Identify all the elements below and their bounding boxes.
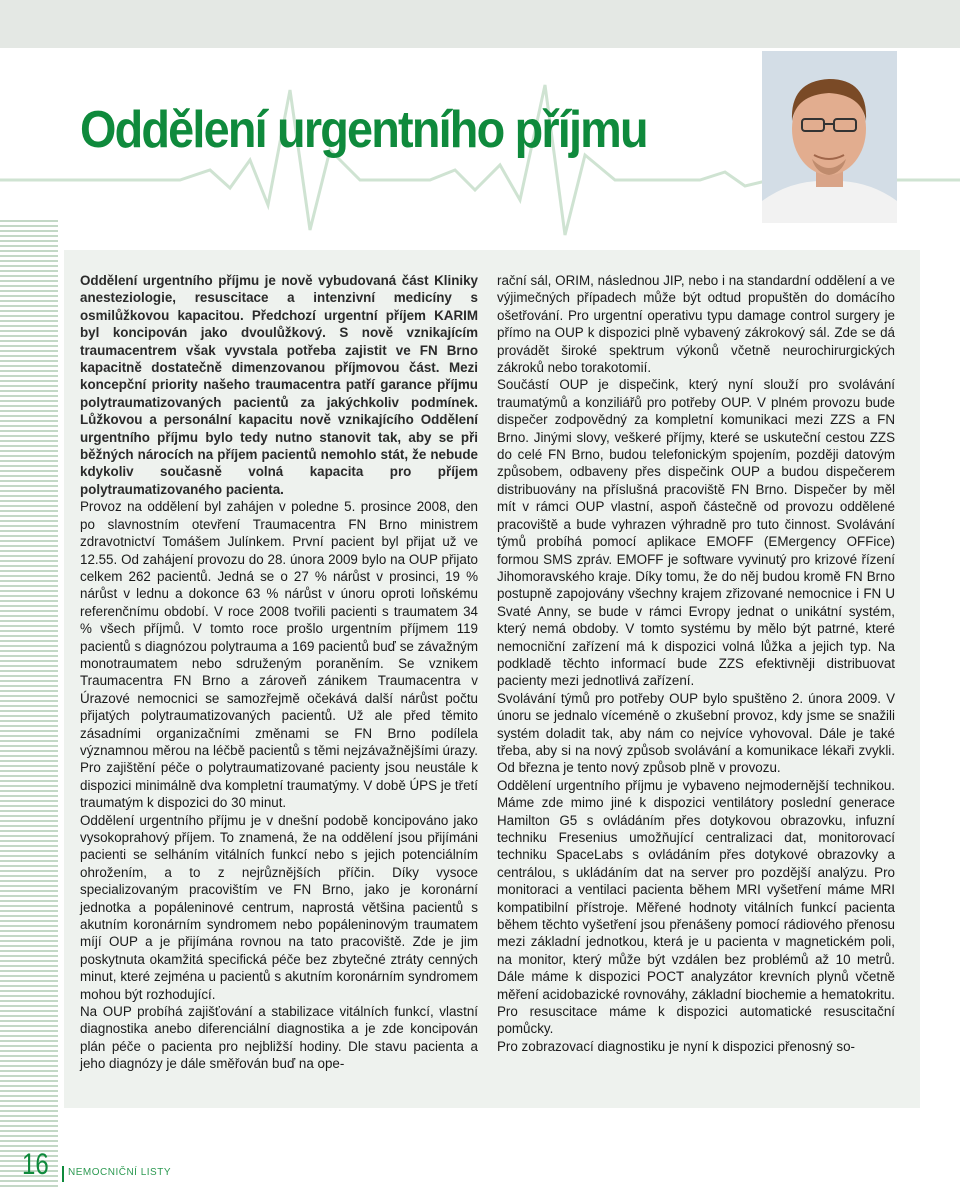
- article-paragraph: Oddělení urgentního příjmu je vybaveno nejmodernější technikou. Máme zde mimo jiné k dispozici ventilátory poslední generace Hamilton G5 s ovládáním přes dotykovou obrazovku, infuzní techniku Fresenius umožňující centralizaci dat, monitorovací techniku SpaceLabs s ovládáním přes dotykové obrazovky a centrálou, s ukládáním dat na server pro pozdější analýzu. Pro monitoraci a ventilaci pacienta během MRI vyšetření máme MRI kompatibilní přístroje. Měřené hodnoty vitálních funkcí pacienta během těchto vyšetření jsou přenášeny pomocí rádiového přenosu mezi základní jednotkou, která je u pacienta v magnetickém poli, na monitor, který může být vzdálen bez problémů až 10 metrů. Dále máme k dispozici POCT analyzátor krevních plynů včetně měření acidobazické rovnováhy, základní biochemie a hematokritu. Pro resuscitace máme k dispozici automatické resuscitační pomůcky.: [497, 777, 895, 1037]
- page-title: Oddělení urgentního příjmu: [80, 101, 647, 159]
- article-lead: Oddělení urgentního příjmu je nově vybudovaná část Kliniky anesteziologie, resuscitace a intenzivní medicíny s osmilůžkovou kapacitou. Předchozí urgentní příjem KARIM byl koncipován jako dvoulůžkový. S nově vznikajícím traumacentrem však vyvstala potřeba zajistit ve FN Brno kapacitně dostatečně dimenzovanou příjmovou část. Mezi koncepční priority našeho traumacentra patří garance příjmu polytraumatizovaných pacientů za jakýchkoliv podmínek. Lůžkovou a personální kapacitu nově vznikajícího Oddělení urgentního příjmu bylo tedy nutno stanovit tak, aby se při běžných nárocích na příjem pacientů nemohlo stát, že nebude kdykoliv současně volná kapacita pro příjem polytraumatizovaného pacienta.: [80, 273, 478, 497]
- footer-separator: [62, 1166, 64, 1182]
- article-paragraph: Svolávání týmů pro potřeby OUP bylo spuštěno 2. února 2009. V únoru se jednalo víceméně o zkušební provoz, kdy jsme se snažili systém doladit tak, aby nám co nejvíce vyhovoval. Dále je také třeba, aby si na nový způsob svolávání a komunikace lékaři zvykli. Od března je tento nový způsob plně v provozu.: [497, 690, 895, 776]
- article-paragraph: Provoz na oddělení byl zahájen v poledne 5. prosince 2008, den po slavnostním otevření Traumacentra FN Brno ministrem zdravotnictví Tomášem Julínkem. První pacient byl přijat už ve 12.55. Od zahájení provozu do 28. února 2009 bylo na OUP přijato celkem 262 pacientů. Jedná se o 27 % nárůst v prosinci, 19 % nárůst v lednu a dokonce 63 % nárůst v únoru oproti loňskému referenčnímu období. V roce 2008 tvořili pacienti s traumatem 34 % všech příjmů. V tomto roce prošlo urgentním příjmem 119 pacientů s diagnózou polytrauma a 169 pacientů buď se závažným monotraumatem nebo sdruženým poraněním. Se vznikem Traumacentra FN Brno a zároveň zánikem Traumacentra v Úrazové nemocnici se samozřejmě očekává další nárůst počtu přijatých polytraumatizovaných pacientů. Už ale před těmito zásadními organizačními změnami se FN Brno podílela významnou měrou na léčbě pacientů s těmi nejzávažnějšími úrazy. Pro zajištění péče o polytraumatizované pacienty jsou neustále k dispozici minimálně dva kompletní traumatýmy. V době ÚPS je třetí traumatým k dispozici do 30 minut.: [80, 499, 478, 811]
- article-paragraph: Pro zobrazovací diagnostiku je nyní k dispozici přenosný so-: [497, 1038, 856, 1054]
- article-paragraph: rační sál, ORIM, následnou JIP, nebo i na standardní oddělení a ve výjimečných případech může být odtud propuštěn do domácího ošetřování. Pro urgentní operativu typu damage control surgery je přímo na OUP k dispozici plně vybavený zákrokový sál. Zde se dá provádět široké spektrum výkonů včetně neurochirurgických zákroků nebo torakotomií.: [497, 273, 895, 376]
- article-column-right: [497, 272, 895, 1055]
- article-paragraph: Na OUP probíhá zajišťování a stabilizace vitálních funkcí, vlastní diagnostika anebo diferenciální diagnostika a je zde koncipován plán péče o pacienta pro nejbližší hodiny. Dle stavu pacienta a jeho diagnózy je dále směřován buď na ope-: [80, 1004, 478, 1072]
- magazine-name: NEMOCNIČNÍ LISTY: [68, 1167, 172, 1178]
- author-photo: [762, 51, 897, 223]
- article-column-left: [80, 272, 478, 1073]
- page-number: 16: [22, 1148, 49, 1181]
- left-stripe-decoration: [0, 220, 58, 1180]
- article-paragraph: Součástí OUP je dispečink, který nyní slouží pro svolávání traumatýmů a konziliářů pro potřeby OUP. V plném provozu bude dispečer zodpovědný za kompletní komunikaci mezi ZZS a FN Brno. Jinými slovy, veškeré příjmy, které se uskuteční cestou ZZS do celé FN Brno, budou telefonickým spojením, později datovým způsobem, odbaveny přes dispečink OUP a budou dispečerem distribuovány na příslušná pracoviště FN Brno. Dispečer by měl mít v rámci OUP vlastní, aspoň částečně od provozu oddělené pracoviště a bude vyhrazen výhradně pro tuto činnost. Svolávání týmů probíhá pomocí aplikace EMOFF (EMergency OFFice) formou SMS zpráv. EMOFF je software vyvinutý pro krizové řízení Jihomoravského kraje. Díky tomu, že do něj budou kromě FN Brno postupně zapojovány všechny krajem zřizované nemocnice i FN U Svaté Anny, se bude v rámci Evropy jednat o unikátní systém, který nemá obdoby. V tomto systému by mělo být patrné, které nemocniční zařízení má k dispozici volná lůžka a jejich typ. Na podkladě těchto informací bude ZZS efektivněji distribuovat pacienty mezi jednotlivá zařízení.: [497, 377, 895, 689]
- article-paragraph: Oddělení urgentního příjmu je v dnešní podobě koncipováno jako vysokoprahový příjem. To znamená, že na oddělení jsou přijímáni pacienti se selháním vitálních funkcí nebo s jejich potenciálním ohrožením, a to z nejrůznějších příčin. Díky vysoce specializovaným pracovištím ve FN Brno, jako je koronární jednotka a popáleninové centrum, naprostá většina pacientů s akutním koronárním syndromem nebo popáleninovým traumatem míjí OUP a je přijímána rovnou na tato pracoviště. Zde je jim poskytnuta okamžitá specifická péče bez zbytečné ztráty cenných minut, které zejména u pacientů s akutním koronárním syndromem mohou být rozhodující.: [80, 812, 478, 1002]
